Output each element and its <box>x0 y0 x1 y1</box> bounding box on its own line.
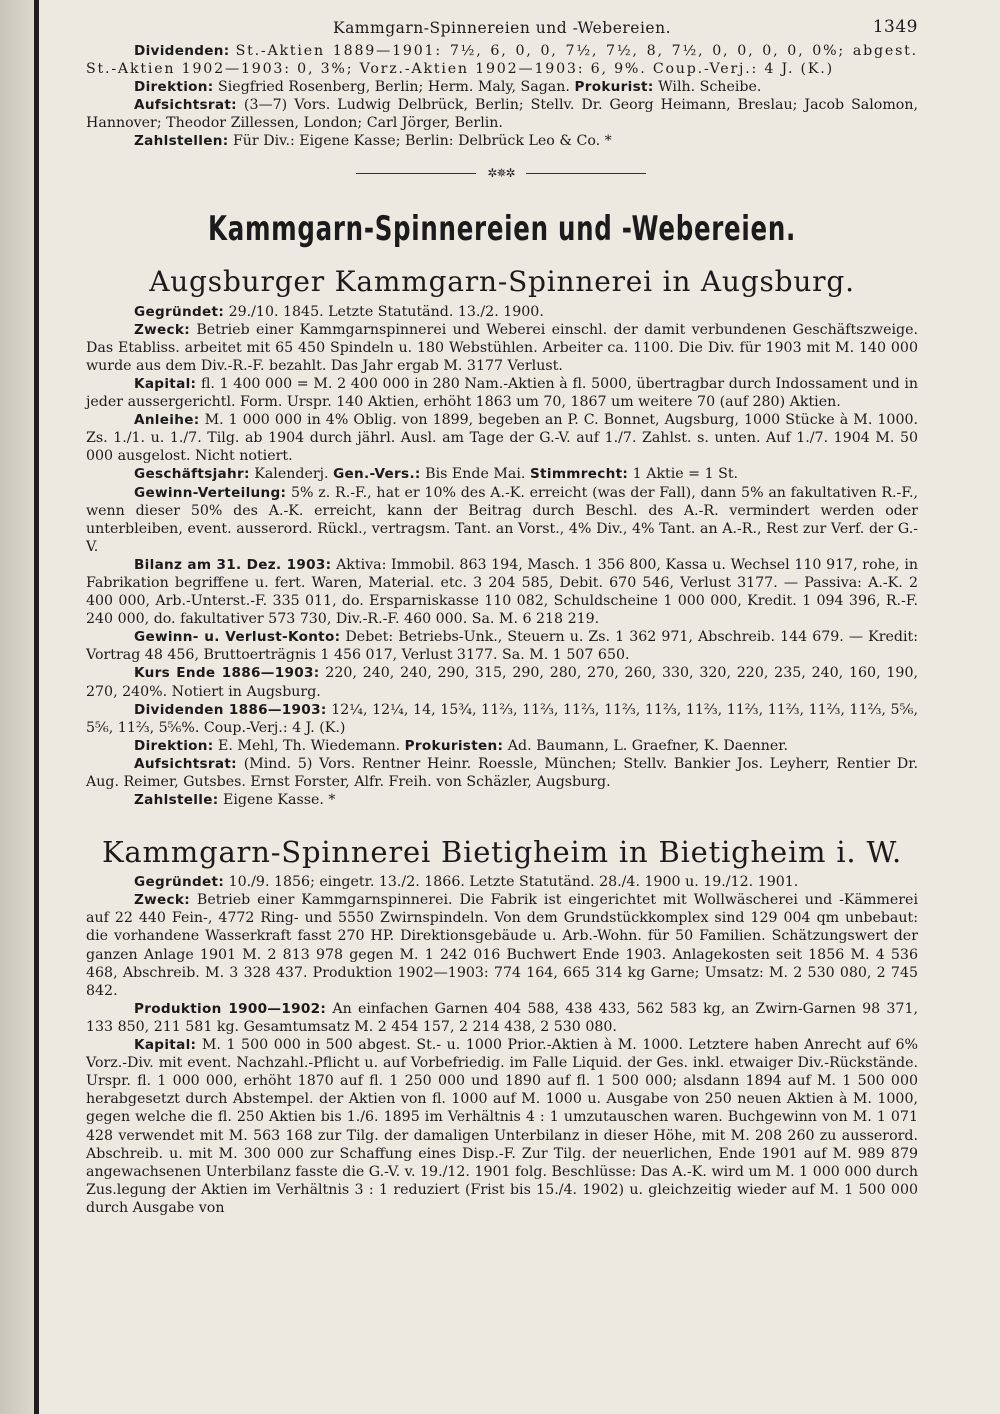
left-margin-rule <box>34 0 39 1414</box>
running-head <box>86 12 918 42</box>
entry-para: Direktion: E. Mehl, Th. Wiedemann. Prokuristen: Ad. Baumann, L. Graefner, K. Daenner. <box>134 737 789 754</box>
prev-dividenden: Dividenden: St.-Aktien 1889—1901: 7½, 6, 0, 0, 7½, 7½, 8, 7½, 0, 0, 0, 0, 0%; abgest. St.-Aktien 1902—1903: 0, 3%; Vorz.-Aktien 1902—1903: 6, 9%. Coup.-Verj.: 4 J. (K.) <box>86 43 918 78</box>
entry-para: Gegründet: 10./9. 1856; eingetr. 13./2. 1866. Letzte Statutänd. 28./4. 1900 u. 19./12. 1901. <box>134 874 799 891</box>
prev-zahlstellen: Zahlstellen: Für Div.: Eigene Kasse; Berlin: Delbrück Leo & Co. * <box>134 133 612 150</box>
entry-para: Produktion 1900—1902: An einfachen Garnen 404 588, 438 433, 562 583 kg, an Zwirn-Garnen 98 371, 133 850, 211 581 kg. Gesamtumsatz M. 2 454 157, 2 214 438, 2 530 080. <box>86 1000 918 1035</box>
section-title: Kammgarn-Spinnereien und -Webereien. <box>208 208 796 249</box>
prev-direktion: Direktion: Siegfried Rosenberg, Berlin; Herm. Maly, Sagan. Prokurist: Wilh. Scheibe. <box>134 79 762 96</box>
entry-para: Zweck: Betrieb einer Kammgarnspinnerei. Die Fabrik ist eingerichtet mit Wollwäscherei und -Kämmerei auf 22 440 Fein-, 4772 Ring- und 5550 Zwirnspindeln. Von dem Grundstückkomplex sind 129 004 qm unbebaut: die vorhandene Wasserkraft fasst 270 HP. Direktionsgebäude u. Arb.-Wohn. für 50 Familien. Schätzungswert der ganzen Anlage 1901 M. 2 813 978 gegen M. 1 242 016 Buchwert Ende 1903. Anlagekosten seit 1856 M. 4 536 468, Abschreib. M. 3 328 437. Produktion 1902—1903: 774 164, 665 314 kg Garne; Umsatz: M. 2 530 080, 2 745 842. <box>86 892 918 999</box>
entry-para: Gewinn- u. Verlust-Konto: Debet: Betriebs-Unk., Steuern u. Zs. 1 362 971, Abschreib. 144 679. — Kredit: Vortrag 48 456, Bruttoerträgnis 1 456 017, Verlust 3177. Sa. M. 1 507 650. <box>86 629 918 664</box>
entry-para: Kurs Ende 1886—1903: 220, 240, 240, 290, 315, 290, 280, 270, 260, 330, 320, 220, 235, 240, 160, 190, 270, 240%. Notiert in Augsburg. <box>86 665 918 700</box>
entry-para: Zweck: Betrieb einer Kammgarnspinnerei und Weberei einschl. der damit verbundenen Geschäftszweige. Das Etabliss. arbeitet mit 65 450 Spindeln u. 180 Webstühlen. Arbeiter ca. 1100. Die Div. für 1903 mit M. 140 000 wurde aus dem Div.-R.-F. bezahlt. Das Jahr ergab M. 3177 Verlust. <box>86 321 918 374</box>
page <box>86 12 918 1408</box>
entry-para: Kapital: fl. 1 400 000 = M. 2 400 000 in 280 Nam.-Aktien à fl. 5000, übertragbar durch Indossament und in jeder aussergerichtl. Form. Urspr. 140 Aktien, erhöht 1863 um 70, 1867 um weitere 70 (auf 280) Aktien. <box>86 375 919 411</box>
scan-edge <box>0 0 34 1414</box>
entry-para: Aufsichtsrat: (Mind. 5) Vors. Rentner Heinr. Roessle, München; Stellv. Bankier Jos. Leyherr, Rentier Dr. Aug. Reimer, Gutsbes. Ernst Forster, Alfr. Freih. von Schäzler, Augsburg. <box>86 755 918 790</box>
entry-para: Gewinn-Verteilung: 5% z. R.-F., hat er 10% des A.-K. erreicht (was der Fall), dann 5% an fakultativen R.-F., wenn dieser 50% des A.-K. erreicht, kann der Beitrag durch Beschl. des A.-R. vermindert werden oder unterbleiben, event. ausserord. Rückl., vertragsm. Tant. an Vorst., 4% Div., 4% Tant. an A.-R., Rest zur Verf. der G.-V. <box>86 484 918 555</box>
page-number: 1349 <box>872 17 918 37</box>
company-title-bietigheim: Kammgarn-Spinnerei Bietigheim in Bietigheim i. W. <box>101 835 903 870</box>
ornament-icon: ✲✵✲ <box>476 166 526 180</box>
prev-aufsichtsrat: Aufsichtsrat: (3—7) Vors. Ludwig Delbrück, Berlin; Stellv. Dr. Georg Heimann, Breslau; Jacob Salomon, Hannover; Theodor Zillessen, London; Carl Jörger, Berlin. <box>86 97 918 132</box>
entry-para: Anleihe: M. 1 000 000 in 4% Oblig. von 1899, begeben an P. C. Bonnet, Augsburg, 1000 Stücke à M. 1000. Zs. 1./1. u. 1./7. Tilg. ab 1904 durch jährl. Ausl. am Tage der G.-V. auf 1./7. Zahlst. s. unten. Auf 1./7. 1904 M. 50 000 ausgelost. Nicht notiert. <box>86 412 919 465</box>
entry-para: Kapital: M. 1 500 000 in 500 abgest. St.- u. 1000 Prior.-Aktien à M. 1000. Letztere haben Anrecht auf 6% Vorz.-Div. mit event. Nachzahl.-Pflicht u. auf Vorbefriedig. im Falle Liquid. der Ges. inkl. etwaiger Div.-Rückstände. Urspr. fl. 1 000 000, erhöht 1870 auf fl. 1 250 000 und 1890 auf fl. 1 500 000; alsdann 1894 auf M. 1 500 000 herabgesetzt durch Abstempel. der Aktien von fl. 1000 auf M. 1000 u. Ausgabe von 250 neuen Aktien à M. 1000, gegen welche die fl. 250 Aktien bis 1./6. 1895 im Verhältnis 4 : 1 umzutauschen waren. Buchgewinn von M. 1 071 428 verwendet mit M. 563 168 zur Tilg. der damaligen Unterbilanz in dieser Höhe, mit M. 208 260 zu ausserord. Abschreib. u. mit M. 300 000 zur Schaffung eines Disp.-F. Zur Tilg. der neuerlichen, Ende 1901 auf M. 989 879 angewachsenen Unterbilanz fasste die G.-V. v. 19./12. 1901 folg. Beschlüsse: Das A.-K. wird um M. 1 000 000 durch Zus.legung der Aktien im Verhältnis 3 : 1 reduziert (Frist bis 15./4. 1902) u. gleichzeitig wieder auf M. 1 500 000 durch Ausgabe von <box>86 1037 918 1216</box>
company-entry-bietigheim <box>86 873 918 1217</box>
previous-entry-tail <box>86 42 918 151</box>
entry-para: Geschäftsjahr: Kalenderj. Gen.-Vers.: Bis Ende Mai. Stimmrecht: 1 Aktie = 1 St. <box>134 466 739 483</box>
company-entry-augsburg <box>86 303 918 810</box>
company-title-augsburg: Augsburger Kammgarn-Spinnerei in Augsburg. <box>149 264 855 298</box>
entry-para: Bilanz am 31. Dez. 1903: Aktiva: Immobil. 863 194, Masch. 1 356 800, Kassa u. Wechsel 110 917, rohe, in Fabrikation begriffene u. fert. Waren, Material. etc. 3 204 585, Debit. 670 546, Verlust 3177. — Passiva: A.-K. 2 400 000, Arb.-Unterst.-F. 335 011, do. Ersparniskasse 110 082, Schuldscheine 1 000 000, Kredit. 1 094 396, R.-F. 240 000, do. fakultativer 573 730, Div.-R.-F. 460 000. Sa. M. 6 218 219. <box>86 556 918 628</box>
running-head-title: Kammgarn-Spinnereien und -Webereien. <box>332 19 672 37</box>
entry-para: Dividenden 1886—1903: 12¼, 12¼, 14, 15¾, 11⅔, 11⅔, 11⅔, 11⅔, 11⅔, 11⅔, 11⅔, 11⅔, 11⅔, 11⅔, 5⅚, 5⅚, 11⅔, 5⅚%. Coup.-Verj.: 4 J. (K.) <box>86 701 918 736</box>
ornament-divider <box>86 151 918 199</box>
entry-para: Gegründet: 29./10. 1845. Letzte Statutänd. 13./2. 1900. <box>134 303 544 320</box>
entry-para: Zahlstelle: Eigene Kasse. * <box>134 792 336 809</box>
